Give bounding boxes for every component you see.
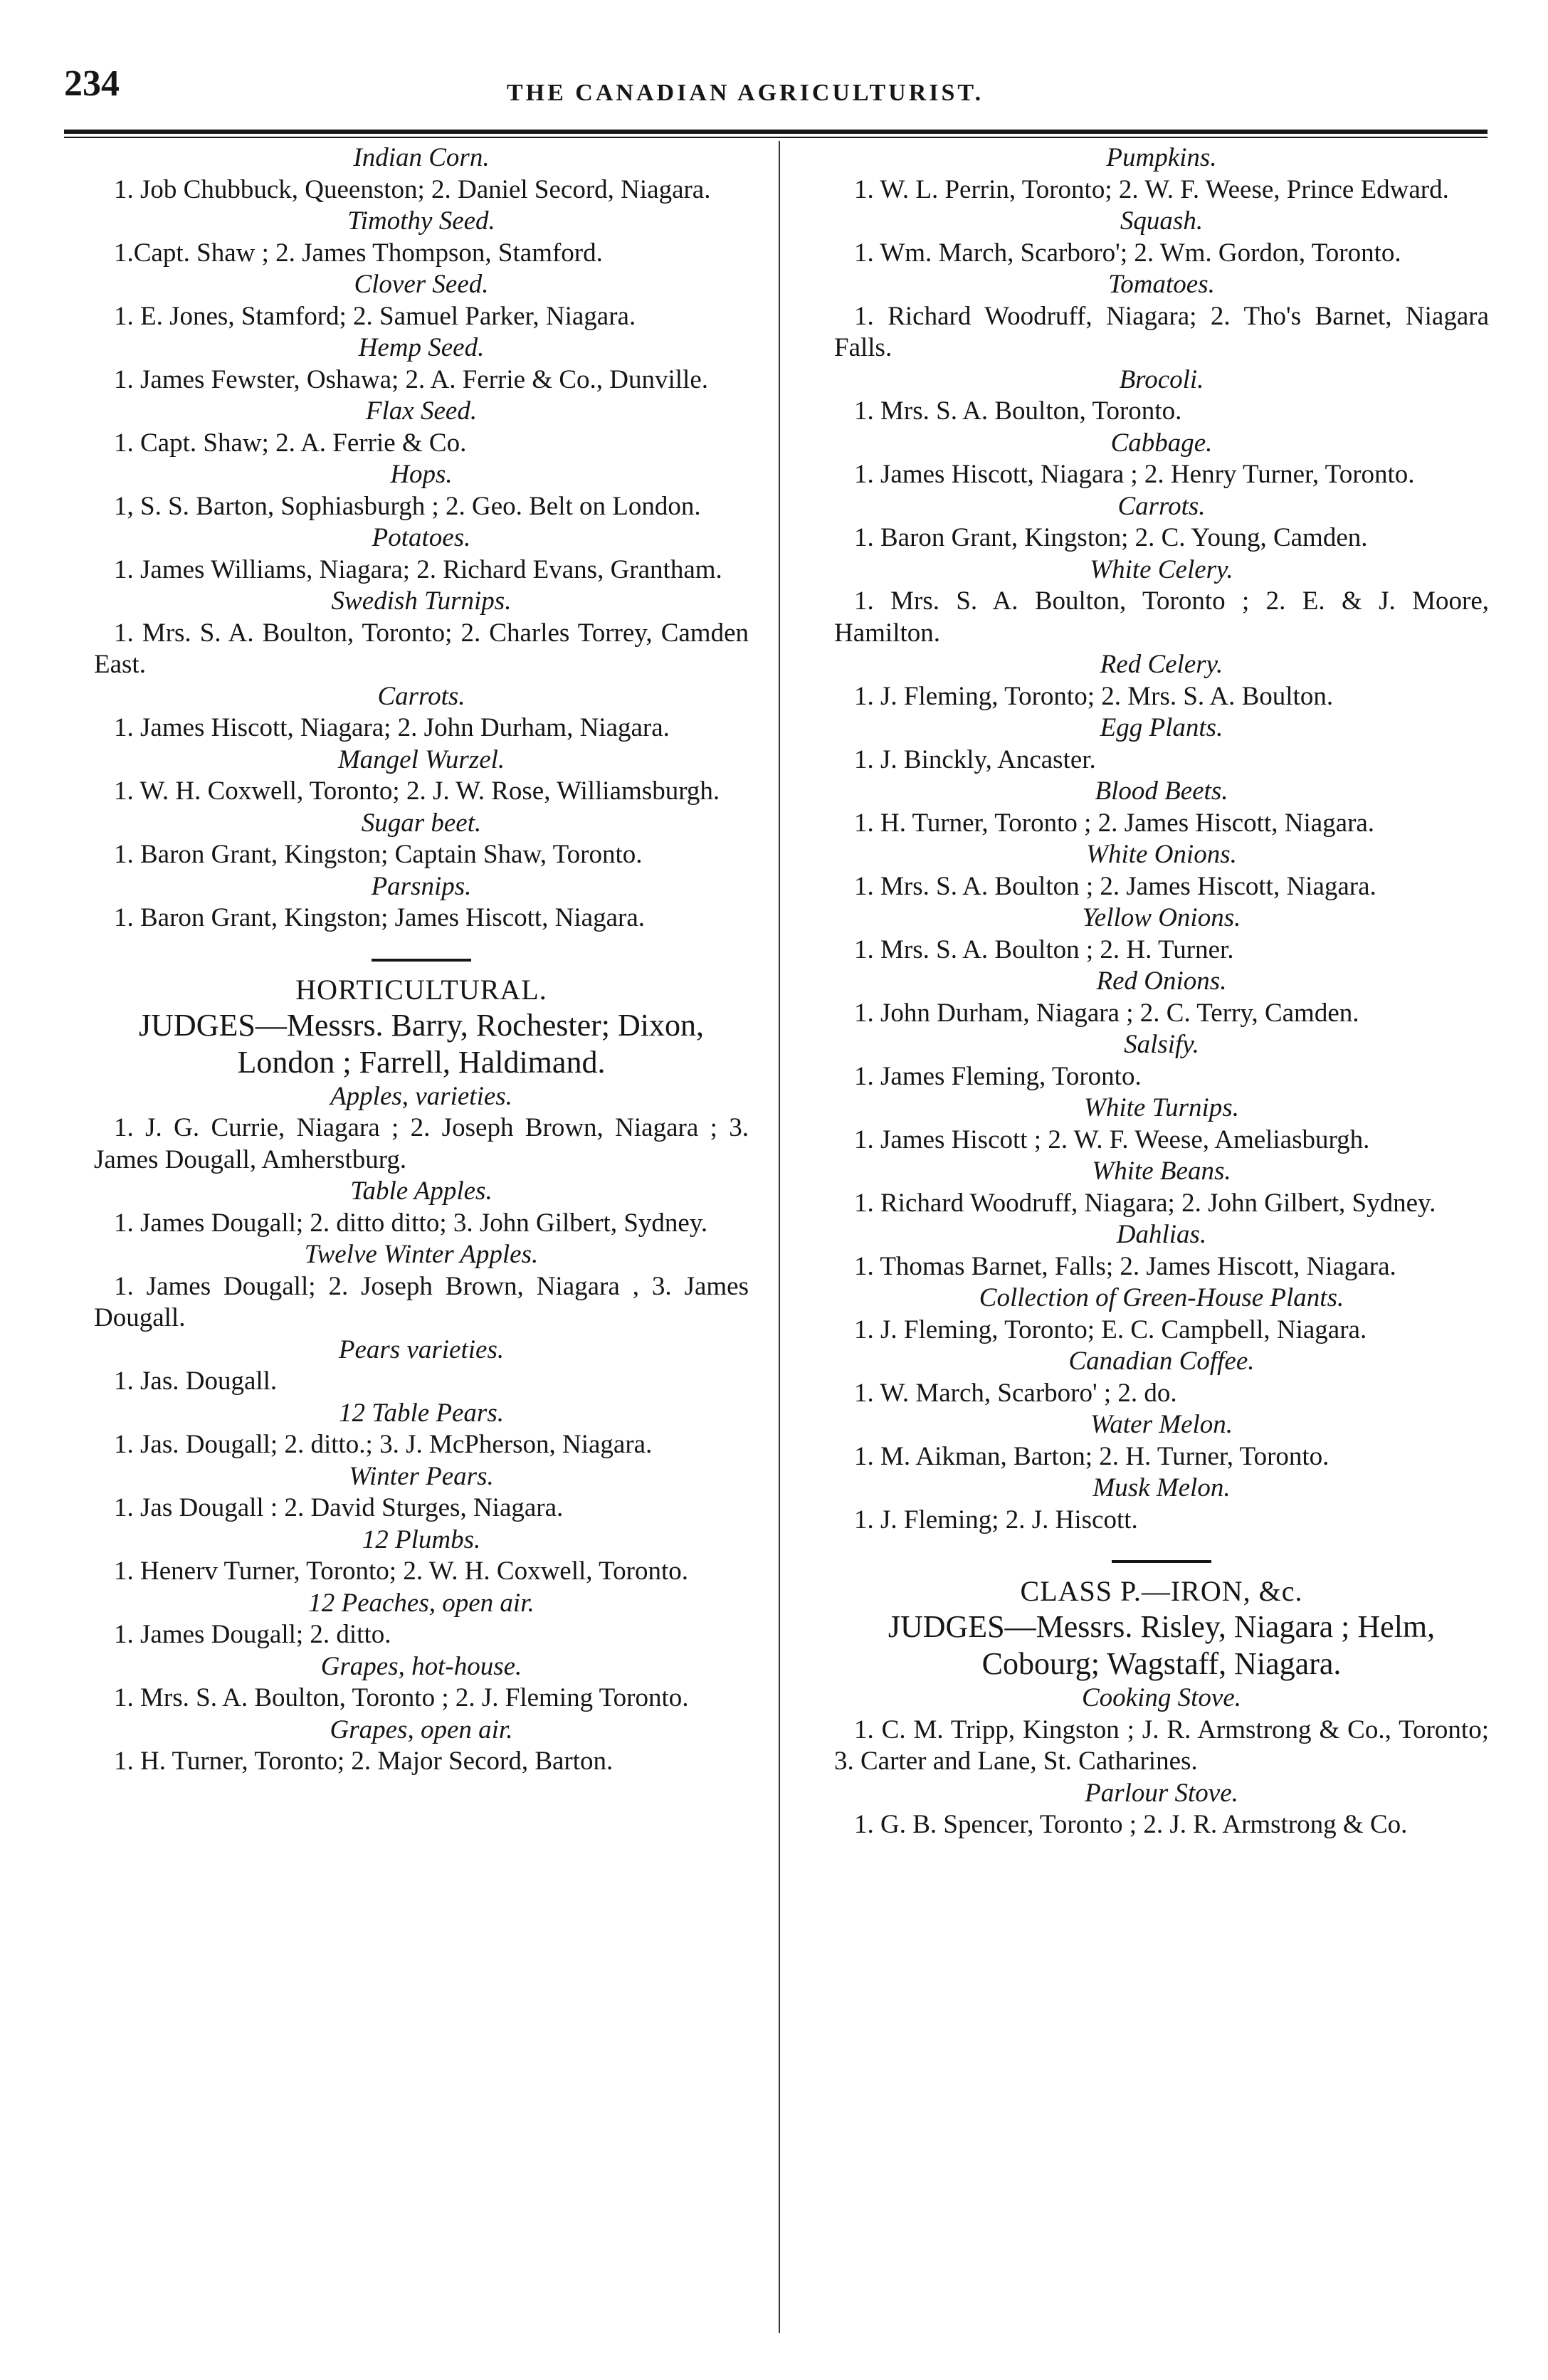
category-heading: Winter Pears. (349, 1461, 494, 1491)
award-category (94, 681, 749, 744)
award-category (94, 1715, 749, 1778)
award-winners: 1. M. Aikman, Barton; 2. H. Turner, Toronto. (854, 1441, 1330, 1471)
award-winners: 1. Jas Dougall : 2. David Sturges, Niagara. (114, 1493, 564, 1522)
iron-section-title: CLASS P.—IRON, &c. (1020, 1575, 1303, 1607)
award-category (94, 1588, 749, 1651)
category-heading: Dahlias. (1116, 1220, 1207, 1249)
right-blocks-b (834, 1683, 1489, 1841)
award-winners: 1. Baron Grant, Kingston; James Hiscott, Niagara. (114, 903, 646, 932)
award-category (834, 1219, 1489, 1283)
left-column (94, 142, 749, 1778)
award-winners: 1. James Fewster, Oshawa; 2. A. Ferrie & Co., Dunville. (114, 364, 709, 394)
award-category (834, 1473, 1489, 1536)
category-heading: White Beans. (1092, 1157, 1231, 1186)
category-heading: Cooking Stove. (1081, 1683, 1241, 1712)
award-winners: 1. Baron Grant, Kingston; 2. C. Young, Camden. (854, 523, 1368, 552)
award-winners: 1. James Hiscott, Niagara ; 2. Henry Turner, Toronto. (854, 460, 1415, 489)
section-divider (372, 959, 471, 962)
award-category (94, 142, 749, 206)
award-category (94, 1176, 749, 1239)
header-rule-thin (64, 137, 1488, 138)
left-blocks-a (94, 142, 749, 934)
award-winners: 1. Job Chubbuck, Queenston; 2. Daniel Secord, Niagara. (114, 174, 711, 204)
award-category (834, 554, 1489, 650)
award-category (834, 1029, 1489, 1092)
category-heading: Pears varieties. (338, 1334, 505, 1364)
award-winners: 1. J. Fleming, Toronto; 2. Mrs. S. A. Boulton. (854, 681, 1334, 711)
right-blocks-a (834, 142, 1489, 1536)
award-category (834, 1283, 1489, 1346)
award-category (94, 522, 749, 586)
category-heading: Collection of Green-House Plants. (979, 1283, 1344, 1312)
category-heading: Carrots. (377, 681, 465, 711)
left-blocks-b (94, 1081, 749, 1778)
category-heading: White Turnips. (1084, 1093, 1239, 1122)
category-heading: Canadian Coffee. (1068, 1347, 1255, 1376)
award-category (94, 1398, 749, 1461)
award-winners: 1. James Hiscott ; 2. W. F. Weese, Ameliasburgh. (854, 1125, 1370, 1154)
award-winners: 1, S. S. Barton, Sophiasburgh ; 2. Geo. Belt on London. (114, 491, 701, 521)
award-category (834, 1778, 1489, 1841)
category-heading: Red Onions. (1096, 967, 1227, 996)
award-category (834, 1156, 1489, 1219)
award-winners: 1.Capt. Shaw ; 2. James Thompson, Stamford. (114, 238, 603, 268)
category-heading: Carrots. (1117, 491, 1206, 521)
award-category (94, 871, 749, 934)
header-rule-thick (64, 130, 1488, 134)
section-divider (1112, 1560, 1211, 1563)
page-number: 234 (64, 63, 120, 104)
award-category (834, 1409, 1489, 1473)
award-category (94, 1081, 749, 1176)
category-heading: White Onions. (1086, 840, 1237, 869)
category-heading: 12 Plumbs. (362, 1525, 481, 1554)
award-winners: 1. Baron Grant, Kingston; Captain Shaw, Toronto. (114, 840, 643, 869)
category-heading: Water Melon. (1090, 1410, 1233, 1439)
category-heading: Flax Seed. (365, 396, 478, 426)
category-heading: Potatoes. (372, 523, 471, 552)
category-heading: Grapes, hot-house. (320, 1651, 522, 1681)
award-winners: 1. James Dougall; 2. Joseph Brown, Niagara , 3. James Dougall. (94, 1271, 749, 1332)
award-winners: 1. C. M. Tripp, Kingston ; J. R. Armstrong & Co., Toronto; 3. Carter and Lane, St. Catharines. (834, 1715, 1489, 1776)
award-winners: 1. W. March, Scarboro' ; 2. do. (854, 1378, 1177, 1408)
category-heading: Blood Beets. (1095, 776, 1228, 806)
award-category (94, 459, 749, 522)
award-winners: 1. J. Fleming; 2. J. Hiscott. (854, 1505, 1138, 1534)
award-category (834, 142, 1489, 206)
category-heading: Clover Seed. (354, 270, 489, 299)
award-winners: 1. W. H. Coxwell, Toronto; 2. J. W. Rose, Williamsburgh. (114, 776, 720, 806)
award-category (94, 206, 749, 269)
category-heading: Swedish Turnips. (331, 586, 512, 616)
award-winners: 1. Mrs. S. A. Boulton, Toronto. (854, 396, 1182, 426)
award-winners: 1. Henerv Turner, Toronto; 2. W. H. Coxwell, Toronto. (114, 1557, 688, 1586)
horticultural-judges: JUDGES—Messrs. Barry, Rochester; Dixon, London ; Farrell, Haldimand. (139, 1007, 704, 1080)
award-category (834, 491, 1489, 554)
running-title: THE CANADIAN AGRICULTURIST. (507, 80, 984, 106)
award-winners: 1. Mrs. S. A. Boulton ; 2. James Hiscott, Niagara. (854, 871, 1376, 901)
award-winners: 1. James Dougall; 2. ditto. (114, 1620, 391, 1649)
category-heading: Hemp Seed. (358, 333, 485, 362)
iron-judges: JUDGES—Messrs. Risley, Niagara ; Helm, Cobourg; Wagstaff, Niagara. (888, 1609, 1436, 1681)
award-winners: 1. J. Binckly, Ancaster. (854, 744, 1096, 774)
category-heading: Parlour Stove. (1085, 1778, 1238, 1808)
award-winners: 1. Mrs. S. A. Boulton, Toronto; 2. Charles Torrey, Camden East. (94, 618, 749, 679)
award-winners: 1. James Williams, Niagara; 2. Richard Evans, Grantham. (114, 554, 722, 584)
award-category (94, 1239, 749, 1334)
right-column (834, 142, 1489, 1841)
award-category (834, 428, 1489, 491)
award-winners: 1. J. Fleming, Toronto; E. C. Campbell, Niagara. (854, 1315, 1367, 1344)
award-winners: 1. John Durham, Niagara ; 2. C. Terry, Camden. (854, 998, 1359, 1028)
award-winners: 1. James Hiscott, Niagara; 2. John Durham, Niagara. (114, 713, 670, 742)
award-category (94, 269, 749, 332)
category-heading: Pumpkins. (1106, 143, 1217, 172)
category-heading: Cabbage. (1110, 428, 1213, 458)
category-heading: Egg Plants. (1100, 713, 1223, 742)
category-heading: Musk Melon. (1092, 1473, 1231, 1502)
category-heading: Apples, varieties. (330, 1081, 512, 1111)
category-heading: Brocoli. (1119, 364, 1204, 394)
category-heading: Twelve Winter Apples. (304, 1240, 539, 1269)
horticultural-section-title: HORTICULTURAL. (295, 973, 547, 1006)
category-heading: Red Celery. (1100, 650, 1223, 679)
category-heading: Squash. (1120, 206, 1204, 236)
category-heading: Hops. (390, 460, 453, 489)
award-winners: 1. Jas. Dougall. (114, 1367, 278, 1396)
award-category (834, 712, 1489, 776)
award-category (94, 744, 749, 808)
category-heading: Grapes, open air. (330, 1715, 513, 1744)
award-winners: 1. James Fleming, Toronto. (854, 1061, 1142, 1091)
award-category (94, 1651, 749, 1715)
category-heading: Salsify. (1124, 1030, 1199, 1059)
award-category (94, 332, 749, 396)
award-category (834, 902, 1489, 966)
award-winners: 1. Wm. March, Scarboro'; 2. Wm. Gordon, Toronto. (854, 238, 1401, 268)
category-heading: Timothy Seed. (347, 206, 495, 236)
award-category (834, 206, 1489, 269)
award-category (94, 808, 749, 871)
award-category (94, 586, 749, 681)
award-winners: 1. Richard Woodruff, Niagara; 2. Tho's Barnet, Niagara Falls. (834, 301, 1489, 362)
award-category (834, 269, 1489, 364)
award-winners: 1. G. B. Spencer, Toronto ; 2. J. R. Armstrong & Co. (854, 1810, 1408, 1839)
award-category (94, 1461, 749, 1525)
category-heading: Sugar beet. (361, 808, 482, 838)
award-category (834, 649, 1489, 712)
award-category (94, 396, 749, 459)
award-winners: 1. H. Turner, Toronto; 2. Major Secord, Barton. (114, 1747, 614, 1776)
award-category (834, 1683, 1489, 1778)
award-winners: 1. W. L. Perrin, Toronto; 2. W. F. Weese, Prince Edward. (854, 174, 1449, 204)
award-category (834, 1346, 1489, 1409)
award-category (834, 1092, 1489, 1156)
award-winners: 1. Mrs. S. A. Boulton, Toronto ; 2. J. Fleming Toronto. (114, 1683, 689, 1712)
award-winners: 1. James Dougall; 2. ditto ditto; 3. John Gilbert, Sydney. (114, 1208, 708, 1238)
category-heading: Tomatoes. (1108, 270, 1215, 299)
category-heading: 12 Peaches, open air. (308, 1588, 535, 1618)
award-category (834, 776, 1489, 839)
award-category (834, 839, 1489, 902)
category-heading: White Celery. (1090, 554, 1233, 584)
category-heading: Parsnips. (371, 871, 472, 901)
award-winners: 1. Mrs. S. A. Boulton ; 2. H. Turner. (854, 934, 1234, 964)
award-winners: 1. E. Jones, Stamford; 2. Samuel Parker, Niagara. (114, 301, 636, 331)
award-winners: 1. Richard Woodruff, Niagara; 2. John Gilbert, Sydney. (854, 1188, 1436, 1218)
award-category (94, 1334, 749, 1398)
column-divider (779, 141, 780, 2333)
award-winners: 1. Jas. Dougall; 2. ditto.; 3. J. McPherson, Niagara. (114, 1430, 653, 1459)
award-winners: 1. Mrs. S. A. Boulton, Toronto ; 2. E. & J. Moore, Hamilton. (834, 586, 1489, 648)
award-category (94, 1525, 749, 1588)
award-category (834, 364, 1489, 428)
category-heading: Indian Corn. (353, 143, 490, 172)
category-heading: Mangel Wurzel. (337, 744, 505, 774)
category-heading: Table Apples. (350, 1176, 493, 1206)
award-category (834, 966, 1489, 1029)
award-winners: 1. H. Turner, Toronto ; 2. James Hiscott, Niagara. (854, 808, 1375, 838)
award-winners: 1. Thomas Barnet, Falls; 2. James Hiscott, Niagara. (854, 1251, 1396, 1281)
award-winners: 1. Capt. Shaw; 2. A. Ferrie & Co. (114, 428, 467, 458)
award-winners: 1. J. G. Currie, Niagara ; 2. Joseph Brown, Niagara ; 3. James Dougall, Amherstburg. (94, 1113, 749, 1174)
category-heading: Yellow Onions. (1082, 903, 1241, 932)
category-heading: 12 Table Pears. (339, 1398, 504, 1428)
